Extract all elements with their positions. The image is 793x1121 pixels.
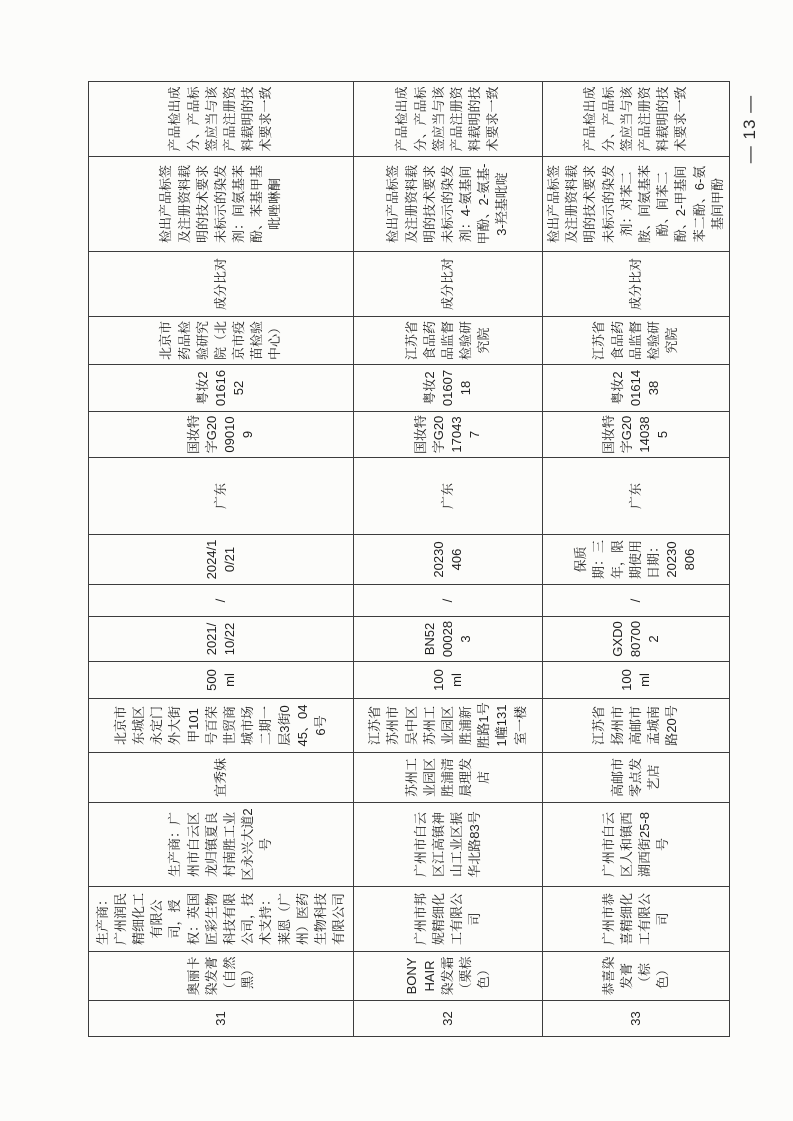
table-row: [354, 82, 543, 1037]
cell-batch: 2021/10/22: [89, 617, 354, 662]
cell-result: 检出产品标签及注册资料载明的技术要求未标示的染发剂：间氨基苯酚、苯基甲基吡唑啉酮: [89, 157, 354, 252]
cell-expiry-date: 保质期：三年，限期使用日期：20230806: [543, 535, 730, 585]
cell-sampled-unit-address: 江苏省苏州市吴中区苏州工业园区胜浦新胜路1号1幢131室一楼: [354, 699, 543, 753]
page-number: — 13 —: [740, 94, 759, 164]
cell-manufacturer: 生产商：广州润民精细化工有限公司，授权：英国匠彩生物科技有限公司，技术支持：莱恩（广州）医药生物科技有限公司: [89, 887, 354, 952]
cell-sampled-unit: 苏州工业园区胜浦清晨理发店: [354, 753, 543, 803]
cell-spec: 100ml: [354, 662, 543, 699]
table-row: [543, 82, 730, 1037]
cell-inspection-org: 江苏省食品药品监督检验研究院: [543, 317, 730, 365]
cell-province: 广东: [89, 458, 354, 535]
cell-manufacturer: 广州市邦妮精细化工有限公司: [354, 887, 543, 952]
cell-product: 恭喜染发膏（棕色）: [543, 952, 730, 1001]
cell-requirement: 产品检出成分、产品标签应当与该产品注册资料载明的技术要求一致: [543, 82, 730, 157]
cell-product: 奥丽卡染发膏（自然黑）: [89, 952, 354, 1001]
cell-expiry-date: 20230406: [354, 535, 543, 585]
cell-manufacturer: 广州市恭喜精细化工有限公司: [543, 887, 730, 952]
cell-result: 检出产品标签及注册资料载明的技术要求未标示的染发剂：4-氨基间甲酚、2-氨基-3-羟基吡啶: [354, 157, 543, 252]
cell-no: 32: [354, 1001, 543, 1037]
cell-inspection-item: 成分比对: [354, 252, 543, 317]
cell-inspection-org: 北京市药品检验研究院（北京市疫苗检验中心）: [89, 317, 354, 365]
cell-requirement: 产品检出成分、产品标签应当与该产品注册资料载明的技术要求一致: [89, 82, 354, 157]
cell-product: BONY HAIR染发霜（栗棕色）: [354, 952, 543, 1001]
cell-sampled-unit-address: 江苏省扬州市高邮市孟城南路20号: [543, 699, 730, 753]
cell-inspection-org: 江苏省食品药品监督检验研究院: [354, 317, 543, 365]
cell-production-date: /: [543, 585, 730, 617]
cell-manufacturer-address: 生产商：广州市白云区龙归镇夏良村南胜工业区永兴大道2号: [89, 803, 354, 887]
table-row: [89, 82, 354, 1037]
cell-spec: 100ml: [543, 662, 730, 699]
cell-spec: 500ml: [89, 662, 354, 699]
cell-province: 广东: [543, 458, 730, 535]
cell-batch: BN52000283: [354, 617, 543, 662]
cell-inspection-item: 成分比对: [89, 252, 354, 317]
cell-inspection-item: 成分比对: [543, 252, 730, 317]
cell-approval-no: 国妆特字G20170437: [354, 412, 543, 458]
cell-production-date: /: [354, 585, 543, 617]
cell-batch: GXD0807002: [543, 617, 730, 662]
cell-manufacturer-address: 广州市白云区江高镇神山工业区振华北路83号: [354, 803, 543, 887]
cell-expiry-date: 2024/10/21: [89, 535, 354, 585]
cell-approval-no: 国妆特字G20140385: [543, 412, 730, 458]
cell-production-date: /: [89, 585, 354, 617]
cell-manufacturer-address: 广州市白云区人和镇西湖西街25-8号: [543, 803, 730, 887]
cell-record-no: 粤妆20161438: [543, 365, 730, 412]
cell-record-no: 粤妆20160718: [354, 365, 543, 412]
inspection-table: [88, 81, 730, 1037]
cell-requirement: 产品检出成分、产品标签应当与该产品注册资料载明的技术要求一致: [354, 82, 543, 157]
cell-sampled-unit: 宜秀妹: [89, 753, 354, 803]
cell-result: 检出产品标签及注册资料载明的技术要求未标示的染发剂：对苯二胺、间氨基苯酚、间苯二酚、2-甲基间苯二酚、6-氨基间甲酚: [543, 157, 730, 252]
cell-sampled-unit-address: 北京市东城区永定门外大街甲101号百荣世贸商城市场二期一层3街045、046号: [89, 699, 354, 753]
cell-no: 33: [543, 1001, 730, 1037]
cell-approval-no: 国妆特字G20090109: [89, 412, 354, 458]
cell-record-no: 粤妆20161652: [89, 365, 354, 412]
cell-no: 31: [89, 1001, 354, 1037]
cell-province: 广东: [354, 458, 543, 535]
cell-sampled-unit: 高邮市零点发艺店: [543, 753, 730, 803]
